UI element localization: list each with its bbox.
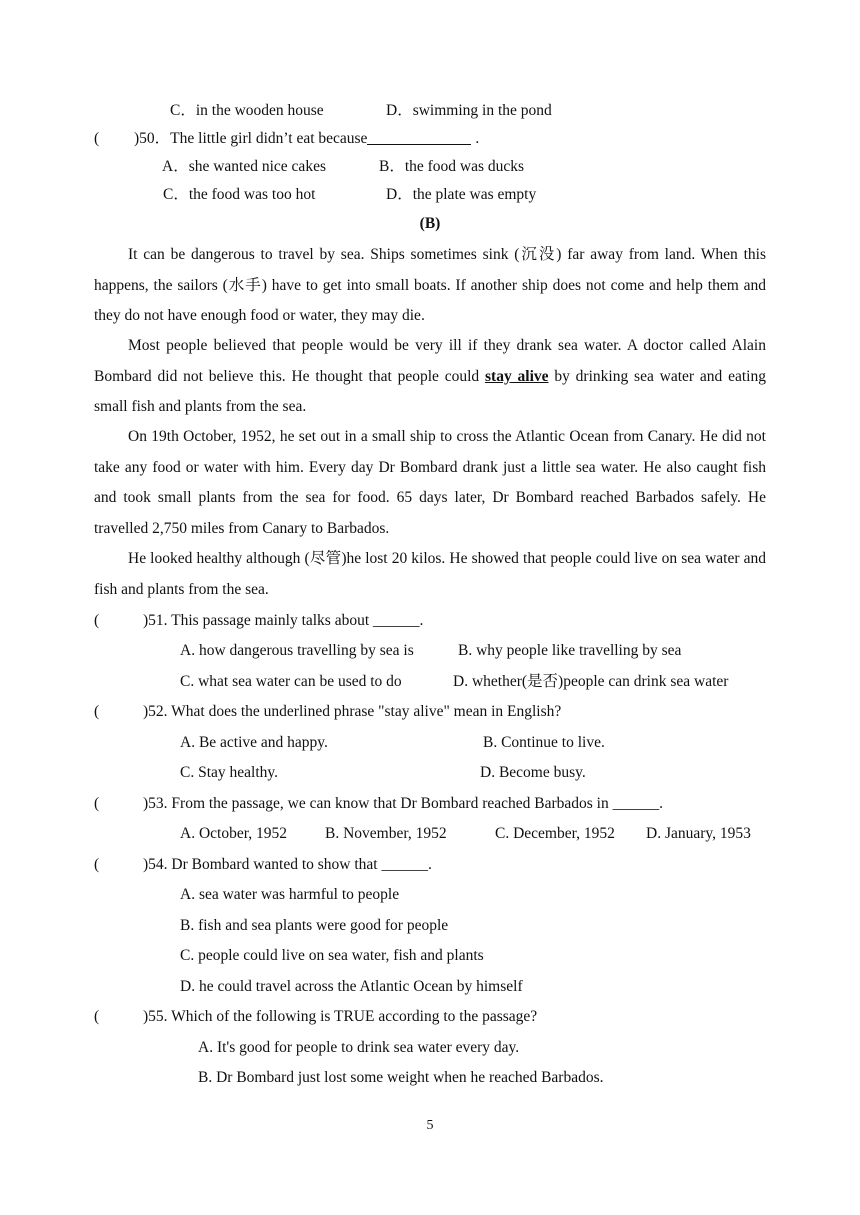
- passage-paragraph-1: It can be dangerous to travel by sea. Ships sometimes sink (沉没) far away from land. When this happens, the sailors (水手) have to get into small boats. If another ship does not come and help them and they do not have enough food or water, they may die.: [94, 246, 766, 324]
- q50-option-b: B．the food was ducks: [379, 158, 525, 175]
- q54-option-c: C. people could live on sea water, fish and plants: [180, 947, 484, 964]
- q53-option-a: A. October, 1952: [180, 825, 287, 842]
- q51-paren: (: [94, 612, 100, 629]
- q54-paren: (: [94, 856, 100, 873]
- q55-stem: )55. Which of the following is TRUE according to the passage?: [143, 1008, 538, 1025]
- q52-option-c: C. Stay healthy.: [180, 764, 279, 781]
- q51-option-b: B. why people like travelling by sea: [458, 642, 682, 659]
- section-title: (B): [419, 215, 441, 232]
- q50-stem-tail: .: [475, 130, 480, 147]
- passage-p2-after: by drinking sea water and eating small fish and plants from the sea.: [94, 367, 766, 415]
- q53-option-c: C. December, 1952: [495, 825, 615, 842]
- q55-option-b: B. Dr Bombard just lost some weight when he reached Barbados.: [198, 1069, 604, 1086]
- q54-stem: )54. Dr Bombard wanted to show that ______.: [143, 856, 432, 873]
- q49-option-d: D．swimming in the pond: [386, 102, 552, 119]
- underlined-phrase: stay alive: [485, 367, 549, 385]
- passage-paragraph-4: He looked healthy although (尽管)he lost 20 kilos. He showed that people could live on sea water and fish and plants from the sea.: [94, 550, 766, 598]
- q51-option-a: A. how dangerous travelling by sea is: [180, 642, 414, 659]
- q55-option-a: A. It's good for people to drink sea water every day.: [198, 1039, 520, 1056]
- q52-option-d: D. Become busy.: [480, 764, 586, 781]
- q52-stem: )52. What does the underlined phrase "stay alive" mean in English?: [143, 703, 562, 720]
- q49-option-c: C．in the wooden house: [170, 102, 324, 119]
- page-number: 5: [426, 1118, 434, 1133]
- q53-paren: (: [94, 795, 100, 812]
- q50-option-d: D．the plate was empty: [386, 186, 537, 203]
- q54-option-a: A. sea water was harmful to people: [180, 886, 400, 903]
- q52-option-a: A. Be active and happy.: [180, 734, 328, 751]
- q50-stem: [134, 129, 479, 149]
- q51-option-d: D. whether(是否)people can drink sea water: [453, 673, 729, 690]
- q53-option-d: D. January, 1953: [646, 825, 751, 842]
- passage-p2-before: Most people believed that people would be very ill if they drank sea water. A doctor called Alain Bombard did not believe this. He thought that people could: [94, 337, 766, 385]
- q51-option-c: C. what sea water can be used to do: [180, 673, 402, 690]
- q50-stem-text: )50．The little girl didn’t eat because: [134, 130, 368, 147]
- q51-stem: )51. This passage mainly talks about ______.: [143, 612, 424, 629]
- q52-paren: (: [94, 703, 100, 720]
- q54-option-d: D. he could travel across the Atlantic Ocean by himself: [180, 978, 523, 995]
- q53-stem: )53. From the passage, we can know that Dr Bombard reached Barbados in ______.: [143, 795, 663, 812]
- q50-option-c: C．the food was too hot: [163, 186, 316, 203]
- passage-paragraph-3: On 19th October, 1952, he set out in a small ship to cross the Atlantic Ocean from Canary. He did not take any food or water with him. Every day Dr Bombard drank just a little sea water. He also caught fish and took small plants from the sea for food. 65 days later, Dr Bombard reached Barbados safely. He travelled 2,750 miles from Canary to Barbados.: [94, 428, 766, 537]
- q54-option-b: B. fish and sea plants were good for people: [180, 917, 449, 934]
- q50-paren: (: [94, 130, 100, 147]
- q52-option-b: B. Continue to live.: [483, 734, 605, 751]
- passage-paragraph-2: [94, 331, 766, 423]
- q50-answer-blank: [367, 129, 471, 145]
- q55-paren: (: [94, 1008, 100, 1025]
- q53-option-b: B. November, 1952: [325, 825, 447, 842]
- q50-option-a: A．she wanted nice cakes: [162, 158, 326, 175]
